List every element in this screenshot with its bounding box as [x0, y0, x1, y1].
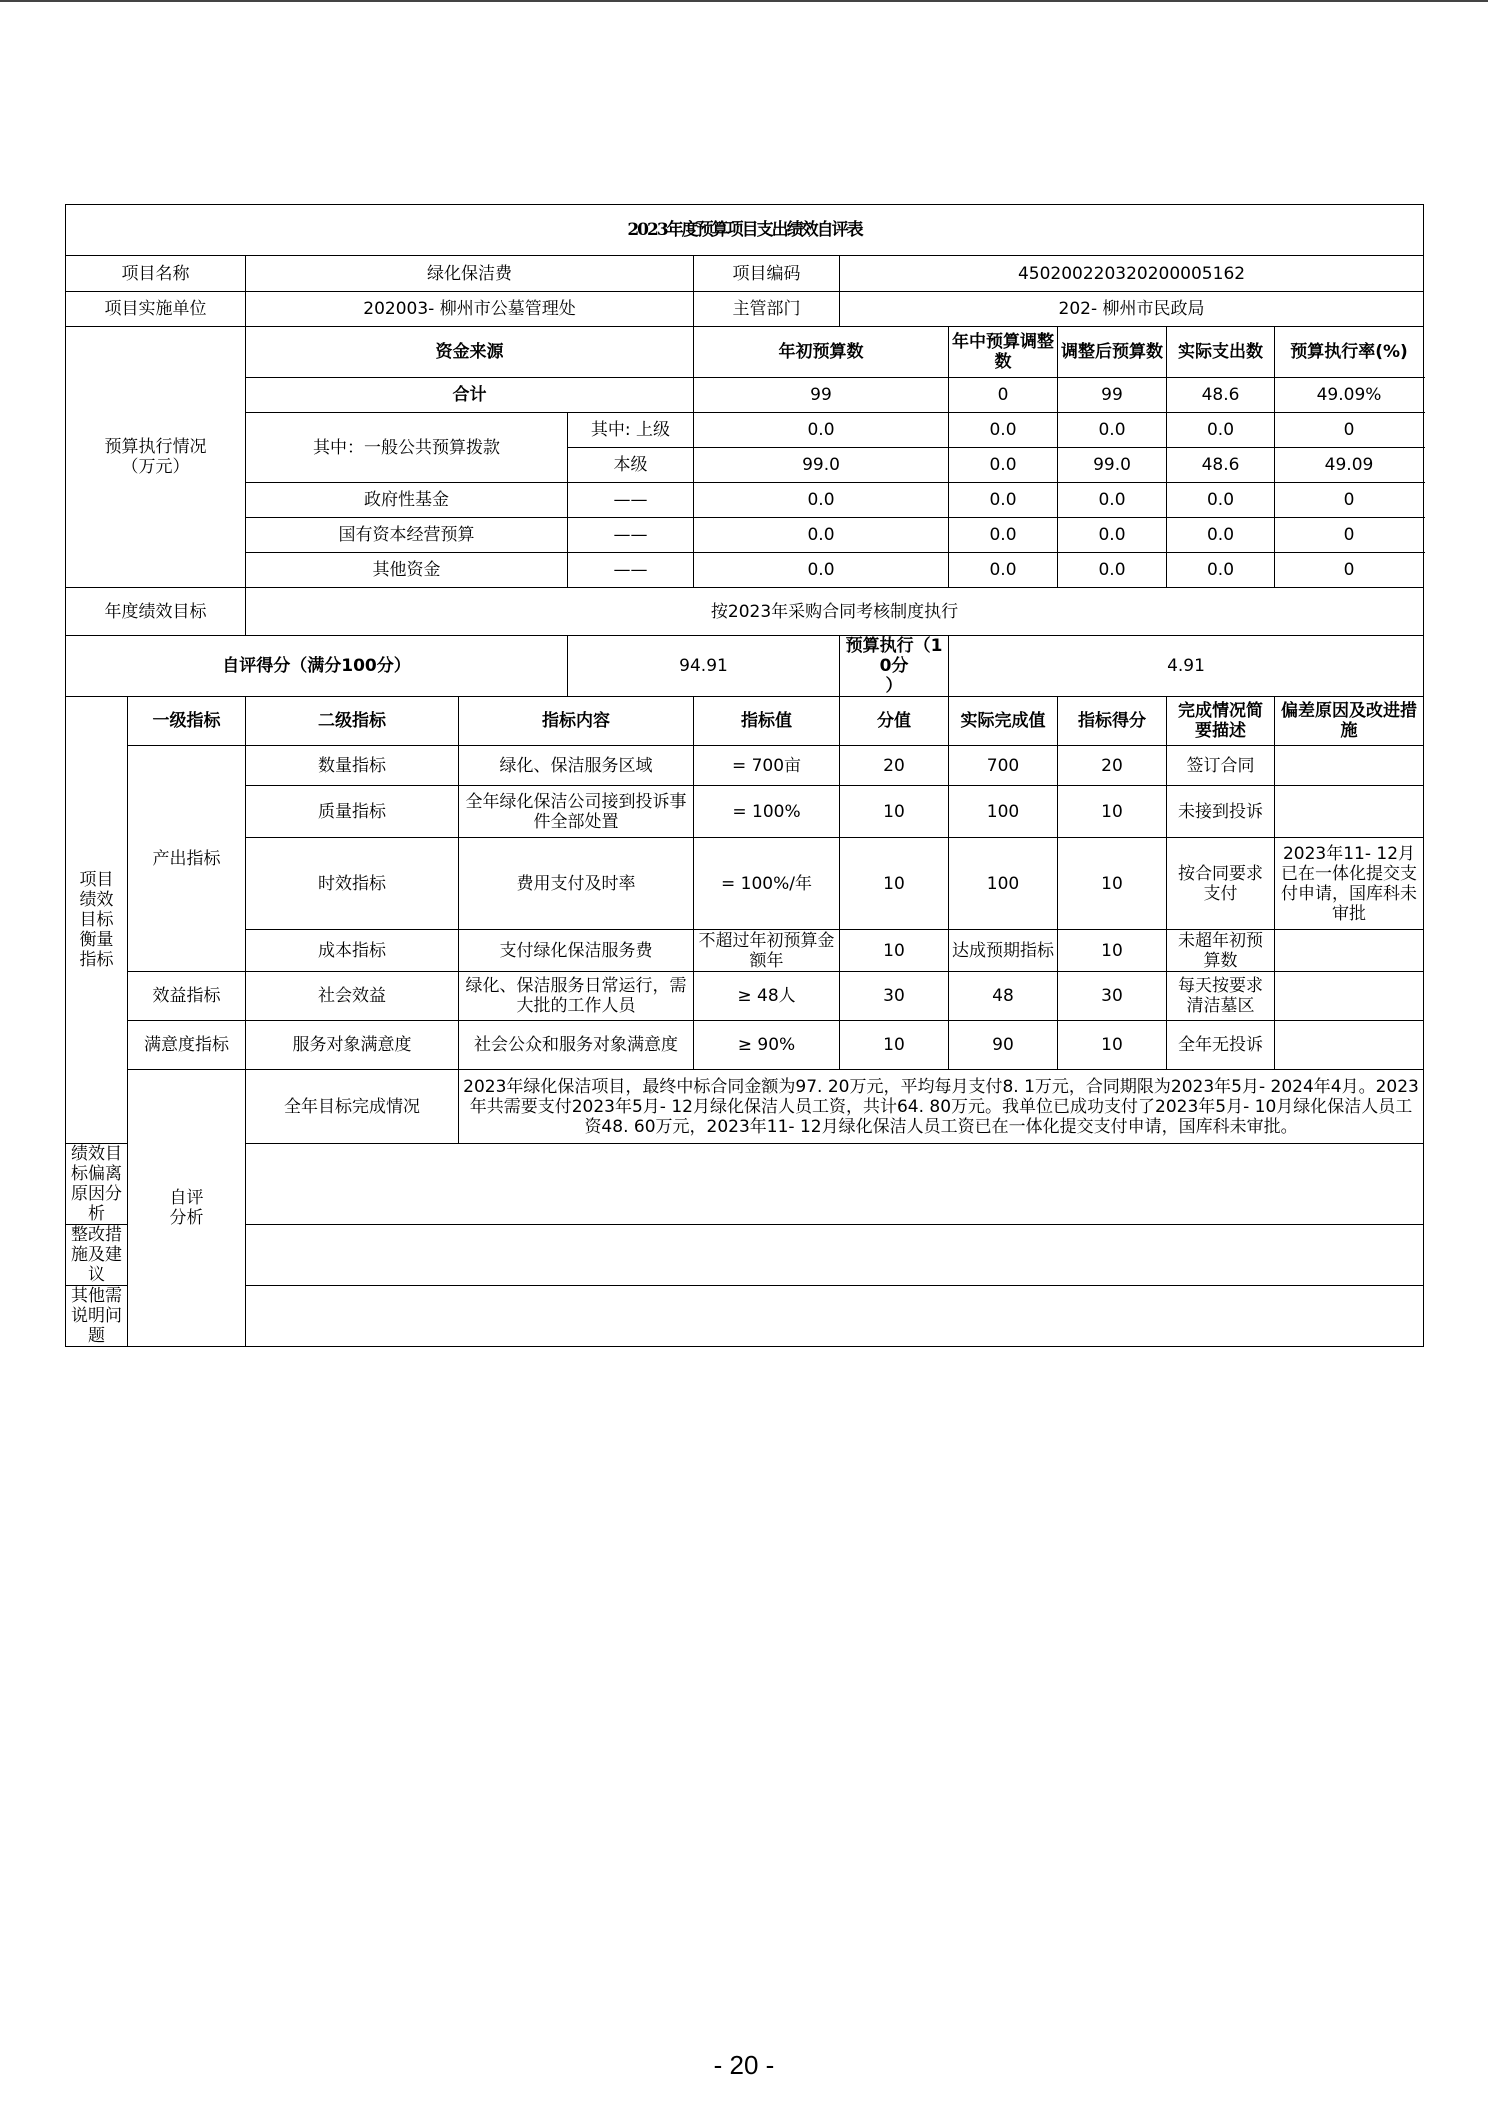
indicator-level2: 社会效益: [246, 972, 459, 1021]
indicator-weight: 10: [840, 1021, 949, 1070]
budget-cell: 99.0: [694, 448, 949, 483]
self-score-label: 自评得分（满分100分）: [66, 636, 568, 697]
indicator-header: 指标值: [694, 697, 840, 746]
indicator-weight: 10: [840, 786, 949, 838]
indicator-target: = 100%/年: [694, 838, 840, 930]
analysis-row-label: 全年目标完成情况: [246, 1070, 459, 1144]
indicator-content: 支付绿化保洁服务费: [459, 930, 694, 972]
indicator-target: = 700亩: [694, 746, 840, 786]
indicator-desc: 未接到投诉: [1167, 786, 1275, 838]
budget-fund-label: 其他资金: [246, 553, 568, 588]
budget-dash: ——: [568, 518, 694, 553]
budget-cell: 49.09%: [1275, 378, 1424, 413]
budget-cell: 48.6: [1167, 448, 1275, 483]
project-name-label: 项目名称: [66, 256, 246, 292]
budget-cell: 99: [694, 378, 949, 413]
budget-cell: 0: [1275, 553, 1424, 588]
budget-total-label: 合计: [246, 378, 694, 413]
indicator-score: 10: [1058, 930, 1167, 972]
budget-cell: 99: [1058, 378, 1167, 413]
budget-cell: 99.0: [1058, 448, 1167, 483]
budget-cell: 0.0: [949, 448, 1058, 483]
project-code-value: 450200220320200005162: [840, 256, 1424, 292]
budget-header-adjust: 年中预算调整数: [949, 327, 1058, 378]
indicator-desc: 签订合同: [1167, 746, 1275, 786]
budget-dash: ——: [568, 553, 694, 588]
indicator-header: 一级指标: [128, 697, 246, 746]
budget-cell: 0.0: [949, 553, 1058, 588]
unit-label: 项目实施单位: [66, 292, 246, 327]
budget-cell: 48.6: [1167, 378, 1275, 413]
indicator-header: 偏差原因及改进措施: [1275, 697, 1424, 746]
indicator-score: 10: [1058, 786, 1167, 838]
budget-exec-label: 预算执行（10分 ）: [840, 636, 949, 697]
budget-cell: 0.0: [1167, 518, 1275, 553]
indicator-level2: 成本指标: [246, 930, 459, 972]
budget-cell: 0.0: [694, 553, 949, 588]
indicator-score: 10: [1058, 1021, 1167, 1070]
indicator-header: 二级指标: [246, 697, 459, 746]
budget-cell: 0.0: [949, 518, 1058, 553]
budget-cell: 0.0: [1167, 413, 1275, 448]
dept-label: 主管部门: [694, 292, 840, 327]
budget-cell: 0: [1275, 413, 1424, 448]
indicator-actual: 700: [949, 746, 1058, 786]
budget-cell: 0.0: [1058, 483, 1167, 518]
project-name-value: 绿化保洁费: [246, 256, 694, 292]
budget-header-source: 资金来源: [246, 327, 694, 378]
annual-goal-value: 按2023年采购合同考核制度执行: [246, 588, 1424, 636]
table-title: 2023年度预算项目支出绩效自评表: [66, 205, 1424, 256]
satisfaction-indicator-label: 满意度指标: [128, 1021, 246, 1070]
indicator-header: 完成情况简要描述: [1167, 697, 1275, 746]
budget-header-adjusted: 调整后预算数: [1058, 327, 1167, 378]
budget-header-actual: 实际支出数: [1167, 327, 1275, 378]
indicator-header: 指标得分: [1058, 697, 1167, 746]
page-number: - 20 -: [713, 2050, 775, 2080]
indicator-desc: 全年无投诉: [1167, 1021, 1275, 1070]
indicator-score: 20: [1058, 746, 1167, 786]
benefit-indicator-label: 效益指标: [128, 972, 246, 1021]
budget-cell: 0: [1275, 483, 1424, 518]
indicator-target: ≥ 48人: [694, 972, 840, 1021]
budget-fund-label: 国有资本经营预算: [246, 518, 568, 553]
analysis-row-value: [246, 1286, 1424, 1347]
budget-cell: 0.0: [1167, 553, 1275, 588]
indicator-header: 指标内容: [459, 697, 694, 746]
indicator-content: 全年绿化保洁公司接到投诉事件全部处置: [459, 786, 694, 838]
budget-cell: 0.0: [694, 413, 949, 448]
budget-header-initial: 年初预算数: [694, 327, 949, 378]
budget-section-label: 预算执行情况 （万元）: [66, 327, 246, 588]
indicator-level2: 服务对象满意度: [246, 1021, 459, 1070]
indicator-target: = 100%: [694, 786, 840, 838]
analysis-row-label: 整改措施及建议: [66, 1225, 128, 1286]
dept-value: 202- 柳州市民政局: [840, 292, 1424, 327]
indicator-desc: 每天按要求清洁墓区: [1167, 972, 1275, 1021]
indicator-actual: 48: [949, 972, 1058, 1021]
page-top-border: [0, 0, 1488, 2]
indicator-content: 绿化、保洁服务日常运行，需大批的工作人员: [459, 972, 694, 1021]
indicator-target: ≥ 90%: [694, 1021, 840, 1070]
budget-cell: 0.0: [694, 483, 949, 518]
indicator-weight: 10: [840, 838, 949, 930]
indicator-section-label: 项目 绩效 目标 衡量 指标: [66, 697, 128, 1144]
analysis-row-label: 绩效目标偏离原因分析: [66, 1144, 128, 1225]
indicator-score: 30: [1058, 972, 1167, 1021]
budget-upper-label: 其中: 上级: [568, 413, 694, 448]
performance-evaluation-table: [65, 204, 1424, 1347]
indicator-desc: 未超年初预算数: [1167, 930, 1275, 972]
indicator-level2: 数量指标: [246, 746, 459, 786]
budget-cell: 0.0: [1167, 483, 1275, 518]
analysis-row-label: 其他需说明问题: [66, 1286, 128, 1347]
annual-goal-label: 年度绩效目标: [66, 588, 246, 636]
indicator-actual: 达成预期指标: [949, 930, 1058, 972]
indicator-actual: 90: [949, 1021, 1058, 1070]
indicator-weight: 20: [840, 746, 949, 786]
indicator-reason: 2023年11- 12月已在一体化提交支付申请，国库科未审批: [1275, 838, 1424, 930]
budget-cell: 0.0: [949, 413, 1058, 448]
budget-dash: ——: [568, 483, 694, 518]
budget-header-rate: 预算执行率(%): [1275, 327, 1424, 378]
budget-cell: 0: [949, 378, 1058, 413]
indicator-reason: [1275, 746, 1424, 786]
analysis-section-label: 自评 分析: [128, 1070, 246, 1347]
indicator-content: 绿化、保洁服务区域: [459, 746, 694, 786]
budget-fund-label: 政府性基金: [246, 483, 568, 518]
budget-cell: 0.0: [1058, 553, 1167, 588]
unit-value: 202003- 柳州市公墓管理处: [246, 292, 694, 327]
indicator-reason: [1275, 786, 1424, 838]
indicator-target: 不超过年初预算金额年: [694, 930, 840, 972]
project-code-label: 项目编码: [694, 256, 840, 292]
indicator-weight: 30: [840, 972, 949, 1021]
budget-cell: 0.0: [949, 483, 1058, 518]
indicator-weight: 10: [840, 930, 949, 972]
budget-cell: 0.0: [1058, 413, 1167, 448]
indicator-level2: 时效指标: [246, 838, 459, 930]
general-budget-label: 其中：一般公共预算拨款: [246, 413, 568, 483]
budget-cell: 0: [1275, 518, 1424, 553]
indicator-header: 实际完成值: [949, 697, 1058, 746]
indicator-reason: [1275, 1021, 1424, 1070]
indicator-level2: 质量指标: [246, 786, 459, 838]
analysis-row-value: [246, 1225, 1424, 1286]
budget-exec-value: 4.91: [949, 636, 1424, 697]
indicator-reason: [1275, 930, 1424, 972]
self-score-value: 94.91: [568, 636, 840, 697]
indicator-content: 社会公众和服务对象满意度: [459, 1021, 694, 1070]
analysis-row-value: [246, 1144, 1424, 1225]
budget-cell: 49.09: [1275, 448, 1424, 483]
indicator-header: 分值: [840, 697, 949, 746]
indicator-reason: [1275, 972, 1424, 1021]
indicator-score: 10: [1058, 838, 1167, 930]
analysis-row-value: 2023年绿化保洁项目，最终中标合同金额为97. 20万元，平均每月支付8. 1万元，合同期限为2023年5月- 2024年4月。2023年共需要支付2023年5月- 12月绿化保洁人员工资，共计64. 80万元。我单位已成功支付了2023年5月- 10月绿化保洁人员工资48. 60万元，2023年11- 12月绿化保洁人员工资已在一体化提交支付申请，国库科未审批。: [459, 1070, 1424, 1144]
budget-local-label: 本级: [568, 448, 694, 483]
budget-cell: 0.0: [1058, 518, 1167, 553]
indicator-actual: 100: [949, 786, 1058, 838]
output-indicator-label: 产出指标: [128, 746, 246, 972]
budget-cell: 0.0: [694, 518, 949, 553]
indicator-content: 费用支付及时率: [459, 838, 694, 930]
indicator-desc: 按合同要求支付: [1167, 838, 1275, 930]
indicator-actual: 100: [949, 838, 1058, 930]
